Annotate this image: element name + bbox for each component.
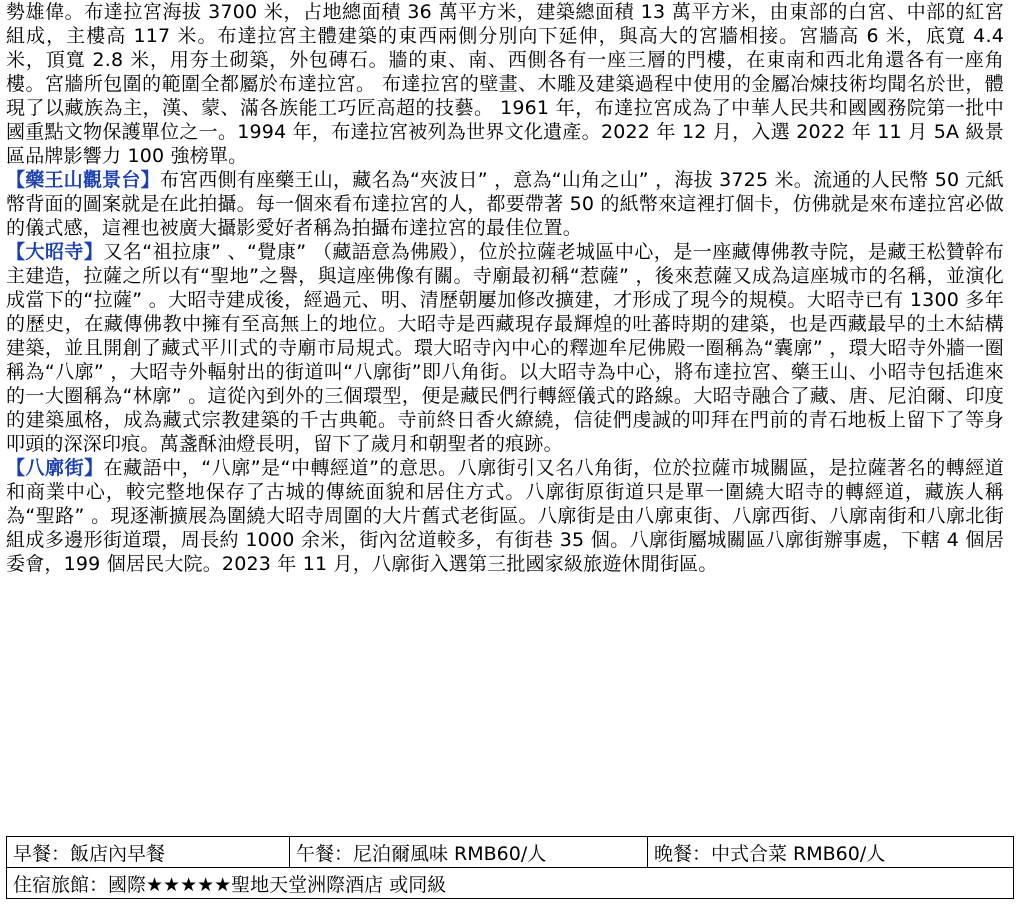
yaowang-text: 布宮西側有座藥王山，藏名為“夾波日” ，意為“山角之山” ，海拔 3725 米。流通的人民幣 50 元紙幣背面的圖案就是在此拍攝。每一個來看布達拉宮的人，都要帶著 50 的紙幣來這裡打個卡，仿佛就是來布達拉宮必做的儀式感，這裡也被廣大攝影愛好者稱為拍攝布達拉宮的最佳位置。 xyxy=(6,169,1004,239)
hotel-cell: 住宿旅館：國際★★★★★聖地天堂洲際酒店 或同級 xyxy=(7,868,1014,899)
yaowang-paragraph xyxy=(6,168,1020,240)
potala-text: 勢雄偉。布達拉宮海拔 3700 米，占地總面積 36 萬平方米，建築總面積 13 萬平方米，由東部的白宮、中部的紅宮組成，主樓高 117 米。布達拉宮主體建築的東西兩側分別向下延伸，與高大的宮牆相接。宮牆高 6 米，底寬 4.4 米，頂寬 2.8 米，用夯土砌築，外包磚石。牆的東、南、西側各有一座三層的門樓，在東南和西北角還各有一座角樓。宮牆所包圍的範圍全都屬於布達拉宮。 布達拉宮的壁畫、木雕及建築過程中使用的金屬冶煉技術均聞名於世，體現了以藏族為主，漢、蒙、滿各族能工巧匠高超的技藝。 1961 年，布達拉宮成為了中華人民共和國國務院第一批中國重點文物保護單位之一。1994 年，布達拉宮被列為世界文化遺產。2022 年 12 月，入選 2022 年 11 月 5A 級景區品牌影響力 100 強榜單。 xyxy=(6,1,1004,167)
barkhor-paragraph xyxy=(6,456,1020,576)
barkhor-text: 在藏語中，“八廓”是“中轉經道”的意思。八廓街引又名八角街，位於拉薩市城關區，是拉薩著名的轉經道和商業中心，較完整地保存了古城的傳統面貌和居住方式。八廓街原街道只是單一圍繞大昭寺的轉經道，藏族人稱為“聖路” 。現逐漸擴展為圍繞大昭寺周圍的大片舊式老街區。八廓街是由八廓東街、八廓西街、八廓南街和八廓北街組成多邊形街道環，周長約 1000 余米，街內岔道較多，有街巷 35 個。八廓街屬城關區八廓街辦事處，下轄 4 個居委會，199 個居民大院。2023 年 11 月，八廓街入選第三批國家級旅遊休閒街區。 xyxy=(6,457,1004,575)
hotel-row xyxy=(7,868,1014,899)
meal-row xyxy=(7,837,1014,868)
jokhang-text: 又名“祖拉康” 、“覺康” （藏語意為佛殿），位於拉薩老城區中心，是一座藏傳佛教寺院，是藏王松贊幹布主建造，拉薩之所以有“聖地”之譽，與這座佛像有關。寺廟最初稱“惹薩” ，後來惹薩又成為這座城市的名稱，並演化成當下的“拉薩” 。大昭寺建成後，經過元、明、清歷朝屢加修改擴建，才形成了現今的規模。大昭寺已有 1300 多年的歷史，在藏傳佛教中擁有至高無上的地位。大昭寺是西藏現存最輝煌的吐蕃時期的建築，也是西藏最早的土木結構建築，並且開創了藏式平川式的寺廟市局規式。環大昭寺內中心的釋迦牟尼佛殿一圈稱為“囊廓” ，環大昭寺外牆一圈稱為“八廓” ，大昭寺外輻射出的街道叫“八廓街”即八角街。以大昭寺為中心，將布達拉宮、藥王山、小昭寺包括進來的一大圈稱為“林廓” 。這從內到外的三個環型，便是藏民們行轉經儀式的路線。大昭寺融合了藏、唐、尼泊爾、印度的建築風格，成為藏式宗教建築的千古典範。寺前終日香火繚繞，信徒們虔誠的叩拜在門前的青石地板上留下了等身叩頭的深深印痕。萬盞酥油燈長明，留下了歲月和朝聖者的痕跡。 xyxy=(6,241,1004,455)
barkhor-heading: 【八廓街】 xyxy=(6,457,104,479)
jokhang-heading: 【大昭寺】 xyxy=(6,241,104,263)
dinner-cell: 晚餐：中式合菜 RMB60/人 xyxy=(648,837,1014,868)
lunch-cell: 午餐：尼泊爾風味 RMB60/人 xyxy=(290,837,648,868)
yaowang-heading: 【藥王山觀景台】 xyxy=(6,169,160,191)
breakfast-cell: 早餐：飯店內早餐 xyxy=(7,837,290,868)
meal-table xyxy=(6,836,1014,899)
jokhang-paragraph xyxy=(6,240,1020,456)
potala-paragraph xyxy=(6,0,1020,168)
